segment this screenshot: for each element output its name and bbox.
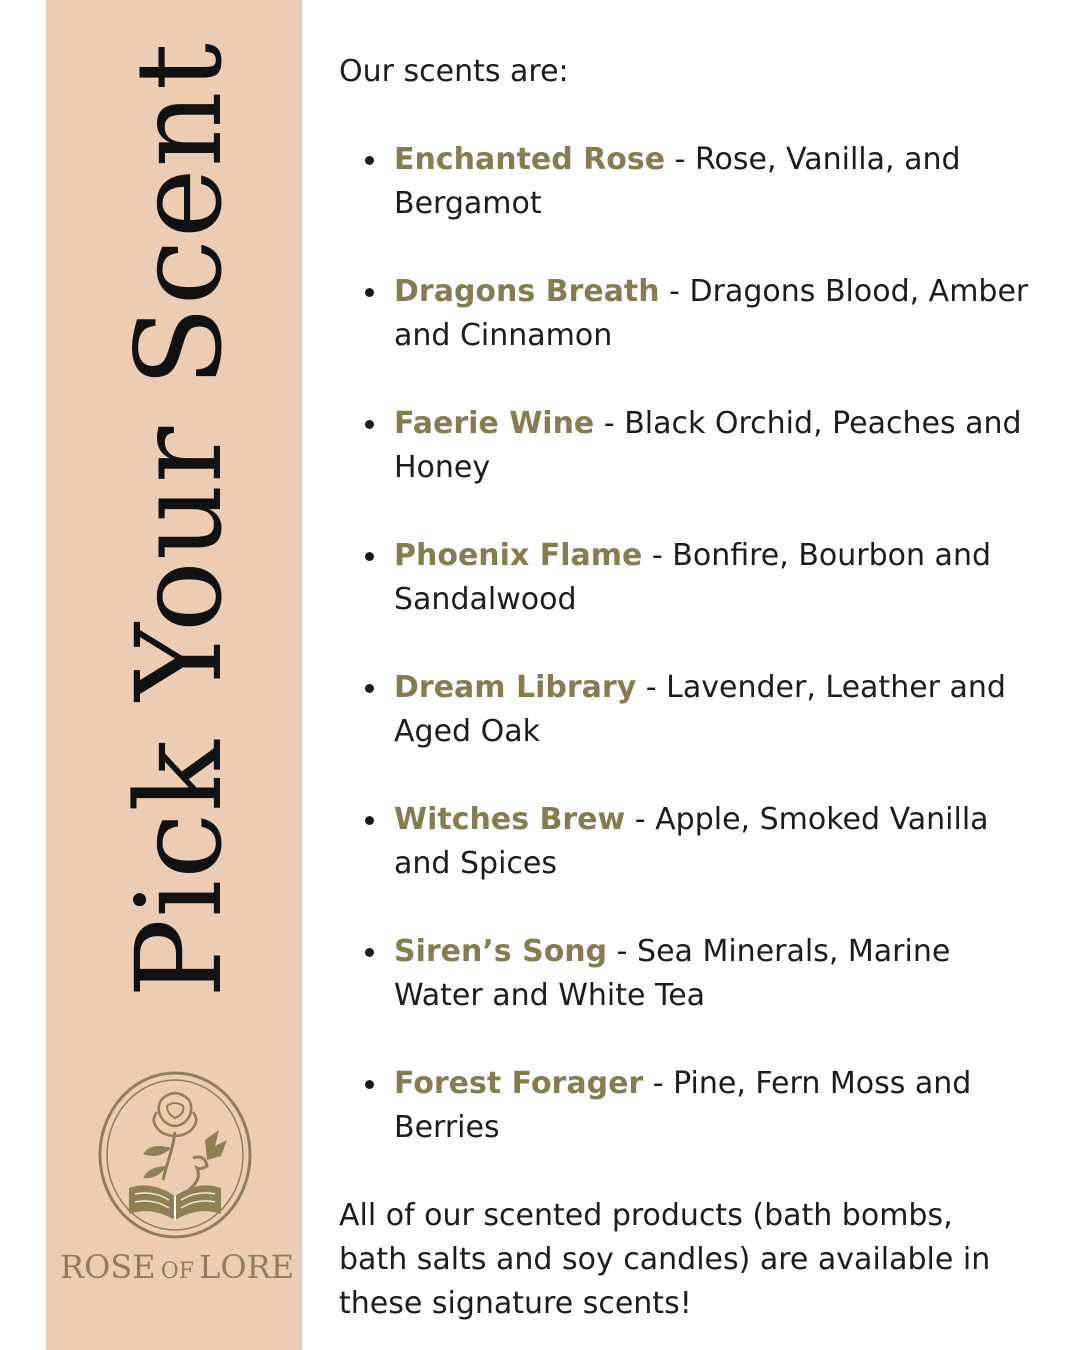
scent-name: Forest Forager bbox=[394, 1066, 644, 1101]
scent-item bbox=[339, 534, 1039, 622]
scent-notes: Black Orchid, Peaches and Honey bbox=[394, 406, 1022, 485]
scent-notes: Bonfire, Bourbon and Sandalwood bbox=[394, 538, 992, 617]
bullet-icon bbox=[365, 1080, 374, 1089]
scent-separator: - bbox=[659, 274, 690, 309]
rose-dragon-book-icon bbox=[97, 1070, 253, 1240]
scent-notes: Lavender, Leather and Aged Oak bbox=[394, 670, 1006, 749]
brand-word-of: OF bbox=[160, 1259, 195, 1284]
intro-text: Our scents are: bbox=[339, 54, 569, 89]
brand-word-rose: ROSE bbox=[60, 1248, 156, 1286]
bullet-icon bbox=[365, 420, 374, 429]
brand-word-lore: LORE bbox=[199, 1248, 295, 1286]
scent-item bbox=[339, 930, 1039, 1018]
scent-item bbox=[339, 402, 1039, 490]
scent-notes: Apple, Smoked Vanilla and Spices bbox=[394, 802, 989, 881]
scent-separator: - bbox=[636, 670, 667, 705]
scent-separator: - bbox=[642, 538, 673, 573]
bullet-icon bbox=[365, 156, 374, 165]
scent-separator: - bbox=[643, 1066, 674, 1101]
brand-name bbox=[60, 1248, 295, 1286]
page-title: Pick Your Scent bbox=[110, 41, 248, 999]
scent-separator: - bbox=[665, 142, 696, 177]
scent-separator: - bbox=[594, 406, 625, 441]
scent-item bbox=[339, 798, 1039, 886]
bullet-icon bbox=[365, 684, 374, 693]
scent-list bbox=[339, 138, 1039, 1150]
scent-notes: Dragons Blood, Amber and Cinnamon bbox=[394, 274, 1029, 353]
scent-name: Phoenix Flame bbox=[394, 538, 643, 573]
scent-separator: - bbox=[607, 934, 638, 969]
scent-item bbox=[339, 666, 1039, 754]
scent-notes: Rose, Vanilla, and Bergamot bbox=[394, 142, 961, 221]
scent-name: Enchanted Rose bbox=[394, 142, 666, 177]
scent-notes: Sea Minerals, Marine Water and White Tea bbox=[394, 934, 951, 1013]
content-area bbox=[339, 50, 1039, 1326]
bullet-icon bbox=[365, 288, 374, 297]
scent-name: Dream Library bbox=[394, 670, 637, 705]
brand-logo bbox=[60, 1070, 295, 1290]
scent-separator: - bbox=[625, 802, 656, 837]
bullet-icon bbox=[365, 948, 374, 957]
closing-text: All of our scented products (bath bombs, bath salts and soy candles) are available in these signature scents! bbox=[339, 1198, 991, 1321]
scent-name: Siren’s Song bbox=[394, 934, 608, 969]
scent-name: Dragons Breath bbox=[394, 274, 660, 309]
scent-name: Faerie Wine bbox=[394, 406, 595, 441]
scent-item bbox=[339, 138, 1039, 226]
scent-name: Witches Brew bbox=[394, 802, 626, 837]
scent-notes: Pine, Fern Moss and Berries bbox=[394, 1066, 972, 1145]
bullet-icon bbox=[365, 816, 374, 825]
scent-item bbox=[339, 1062, 1039, 1150]
bullet-icon bbox=[365, 552, 374, 561]
scent-item bbox=[339, 270, 1039, 358]
